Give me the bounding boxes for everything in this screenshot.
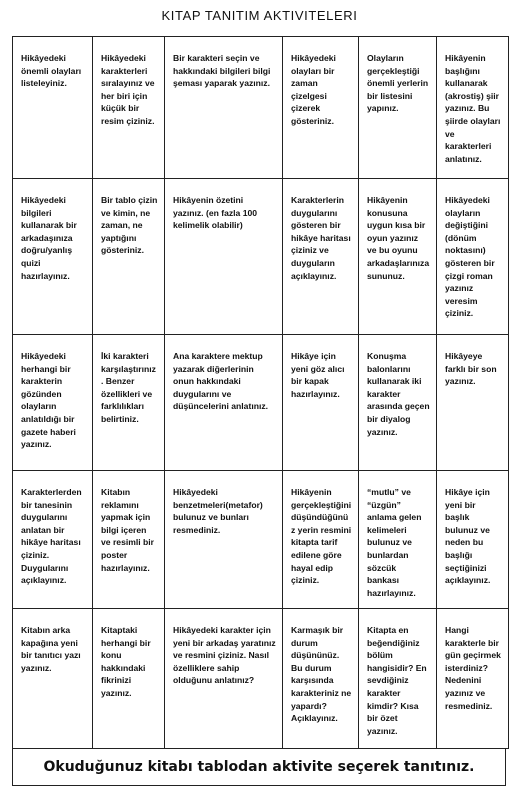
activity-cell: “mutlu” ve “üzgün” anlama gelen kelimeleri bulunuz ve bunlardan sözcük bankası hazırlayınız. [359,471,437,609]
activity-cell: Karmaşık bir durum düşününüz. Bu durum karşısında karakteriniz ne yapardı? Açıklayınız. [283,609,359,749]
instruction-footer [12,748,506,786]
activity-cell: Hikâyedeki bilgileri kullanarak bir arkadaşınıza doğru/yanlış quizi hazırlayınız. [13,179,93,335]
activity-cell: Hikâyedeki önemli olayları listeleyiniz. [13,37,93,179]
activity-cell: Kitabın reklamını yapmak için bilgi içeren ve resimli bir poster hazırlayınız. [93,471,165,609]
activity-cell: Kitapta en beğendiğiniz bölüm hangisidir? En sevdiğiniz karakter kimdir? Kısa bir özet yazınız. [359,609,437,749]
table-row [13,471,509,609]
activity-cell: Hikâyedeki olayların değiştiğini (dönüm noktasını) gösteren bir çizgi roman yazınız veresim çiziniz. [437,179,509,335]
activity-cell: Olayların gerçekleştiği önemli yerlerin bir listesini yapınız. [359,37,437,179]
activity-cell: Hikâyedeki olayları bir zaman çizelgesi çizerek gösteriniz. [283,37,359,179]
activity-cell: Hikâyedeki karakter için yeni bir arkadaş yaratınız ve resmini çiziniz. Nasıl özelliklere sahip olduğunu anlatınız? [165,609,283,749]
activity-cell: Konuşma balonlarını kullanarak iki karakter arasında geçen bir diyalog yazınız. [359,335,437,471]
activity-cell: Hangi karakterle bir gün geçirmek isterdiniz? Nedenini yazınız ve resmediniz. [437,609,509,749]
table-row [13,37,509,179]
activity-cell: Bir karakteri seçin ve hakkındaki bilgileri bilgi şeması yaparak yazınız. [165,37,283,179]
activity-cell: Hikâyedeki benzetmeleri(metafor) bulunuz ve bunları resmediniz. [165,471,283,609]
table-row [13,609,509,749]
activity-cell: Hikâye için yeni bir başlık bulunuz ve neden bu başlığı seçtiğinizi açıklayınız. [437,471,509,609]
activity-cell: Hikâyeye farklı bir son yazınız. [437,335,509,471]
activity-cell: Hikâyedeki karakterleri sıralayınız ve her biri için küçük bir resim çiziniz. [93,37,165,179]
page-title: KITAP TANITIM AKTIVITELERI [161,8,358,23]
activity-cell: Hikâyedeki herhangi bir karakterin gözünden olayların anlatıldığı bir gazete haberi yazınız. [13,335,93,471]
activity-cell: Hikâyenin özetini yazınız. (en fazla 100 kelimelik olabilir) [165,179,283,335]
activity-cell: Hikâyenin başlığını kullanarak (akrostiş) şiir yazınız. Bu şiirde olayları ve karakterleri anlatınız. [437,37,509,179]
activity-table [12,36,509,749]
activity-cell: Ana karaktere mektup yazarak diğerlerinin onun hakkındaki duygularını ve düşüncelerini anlatınız. [165,335,283,471]
activity-cell: Hikâyenin konusuna uygun kısa bir oyun yazınız ve bu oyunu arkadaşlarınıza sununuz. [359,179,437,335]
activity-cell: Karakterlerin duygularını gösteren bir hikâye haritası çiziniz ve duyguların açıklayınız. [283,179,359,335]
activity-cell: İki karakteri karşılaştırınız. Benzer özellikleri ve farklılıkları belirtiniz. [93,335,165,471]
activity-cell: Hikâyenin gerçekleştiğini düşündüğünüz yerin resmini kitapta tarif edilene göre hayal edip çiziniz. [283,471,359,609]
table-row [13,335,509,471]
activity-cell: Kitaptaki herhangi bir konu hakkındaki fikrinizi yazınız. [93,609,165,749]
activity-cell: Hikâye için yeni göz alıcı bir kapak hazırlayınız. [283,335,359,471]
activity-cell: Kitabın arka kapağına yeni bir tanıtıcı yazı yazınız. [13,609,93,749]
activity-cell: Bir tablo çizin ve kimin, ne zaman, ne yaptığını gösteriniz. [93,179,165,335]
table-row [13,179,509,335]
instruction-text: Okuduğunuz kitabı tablodan aktivite seçerek tanıtınız. [43,759,475,775]
activity-cell: Karakterlerden bir tanesinin duygularını anlatan bir hikâye haritası çiziniz. Duygularını açıklayınız. [13,471,93,609]
